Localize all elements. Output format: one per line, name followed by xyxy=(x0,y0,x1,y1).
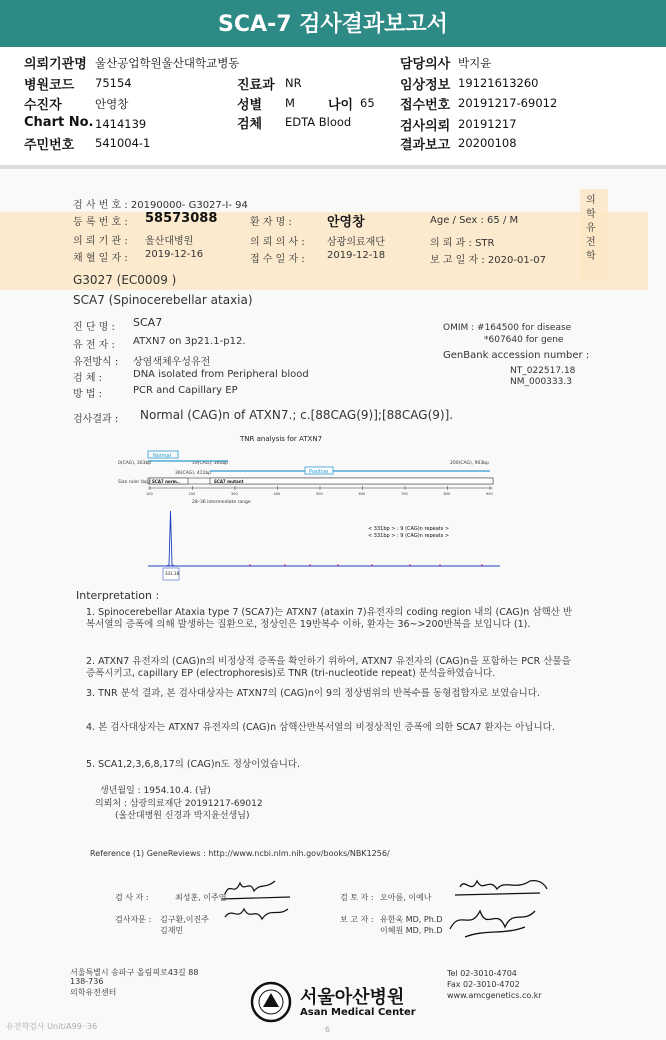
ruler-box-mutant xyxy=(210,478,493,484)
scanned-report xyxy=(0,169,666,1040)
gene: ATXN7 on 3p21.1-p12. xyxy=(133,336,246,347)
ruler-tick-label: 300 xyxy=(231,492,238,496)
interpretation-title: Interpretation : xyxy=(76,589,160,602)
ruler-tick-label: 800 xyxy=(443,492,451,496)
diag: SCA7 xyxy=(133,316,163,329)
requester-info: 의뢰처 : 삼광의료재단 20191217-69012 xyxy=(95,799,263,809)
sample-label: 검 체 : xyxy=(73,373,103,384)
interpretation-item: 1. Spinocerebellar Ataxia type 7 (SCA7)는 ATXN7 (ataxin 7)유전자의 coding region 내의 (CAG)n 삼핵산 반복서열의 증폭에 의해 발생하는 질환으로, 정상인은 19반복수 이하, 환자는 36~>200반복을 보입니다 (1). xyxy=(86,607,573,630)
interpretation-item: 5. SCA1,2,3,6,8,17의 (CAG)n도 정상이었습니다. xyxy=(86,759,301,770)
footer-code: 유전학검사 Unit/A99··36 xyxy=(6,1022,98,1031)
sex-label: 성별 xyxy=(237,98,263,113)
label-200-cag: 200(CAG), 903bp xyxy=(450,461,489,466)
reviewer-signature xyxy=(445,869,555,944)
peak-label: 331.18 xyxy=(165,571,179,576)
ruler-tick-label: 400 xyxy=(273,492,281,496)
reg-no: 58573088 xyxy=(145,211,218,226)
request-value: 20191217 xyxy=(458,117,517,131)
peak-trace xyxy=(166,511,175,566)
requester-info-2: (울산대병원 신경과 박지윤선생님) xyxy=(115,811,250,821)
ruler-tick-label: 700 xyxy=(401,492,408,496)
doctor-value: 박지윤 xyxy=(458,56,492,70)
figure-title: TNR analysis for ATXN7 xyxy=(240,435,323,443)
header-info xyxy=(0,47,666,167)
asan-logo-icon xyxy=(250,981,292,1023)
tnr-figure xyxy=(110,431,510,586)
address-3: 의학유전센터 xyxy=(70,988,117,997)
repeat-line-1: < 331bp > : 9 (CAG)n repeats > xyxy=(368,526,450,532)
ruler-tick-label: 900 xyxy=(486,492,493,496)
ruler-tick-label: 500 xyxy=(316,492,323,496)
nt-number: NT_022517.18 xyxy=(510,366,576,376)
specimen-label: 검체 xyxy=(237,117,263,132)
hospital-name-ko: 서울아산병원 xyxy=(300,987,405,1008)
req-doctor-label: 의 뢰 의 사 : xyxy=(250,237,305,248)
sex-value: M xyxy=(285,96,295,110)
request-label: 검사의뢰 xyxy=(400,119,451,134)
inherit-label: 유전방식 : xyxy=(73,357,119,368)
test-name: SCA7 (Spinocerebellar ataxia) xyxy=(73,293,253,307)
req-doctor: 삼광의료재단 xyxy=(327,237,385,248)
req-dept: 의 뢰 과 : STR xyxy=(430,238,495,249)
specimen-value: EDTA Blood xyxy=(285,115,352,129)
age-label: 나이 xyxy=(328,98,354,113)
reporter-1: 유한욱 MD, Ph.D xyxy=(380,915,443,924)
label-36-cag: 36(CAG), 411bp xyxy=(175,471,212,476)
trace-noise-mark xyxy=(439,564,441,566)
ruler-box-mutant-text: SCA7 mutant xyxy=(214,479,244,484)
tester-label: 검 사 자 : xyxy=(115,893,149,902)
trace-noise-mark xyxy=(337,564,339,566)
id-label: 주민번호 xyxy=(24,138,75,153)
collect: 2019-12-16 xyxy=(145,249,204,260)
report-title: SCA-7 검사결과보고서 xyxy=(0,0,666,47)
reviewer: 오아름, 이예나 xyxy=(380,893,432,902)
reviewer-label: 검 토 자 : xyxy=(340,893,374,902)
ruler-box-normal-text: SCA7 norm.. xyxy=(152,479,180,484)
patient-value: 안영창 xyxy=(95,97,129,111)
address-1: 서울특별시 송파구 올림픽로43길 88 xyxy=(70,968,199,977)
age-sex: Age / Sex : 65 / M xyxy=(430,215,519,226)
report-date: 보 고 일 자 : 2020-01-07 xyxy=(430,255,547,266)
sample: DNA isolated from Peripheral blood xyxy=(133,369,309,380)
institution-label: 의뢰기관명 xyxy=(24,57,87,72)
normal-label: Normal xyxy=(153,453,172,459)
fax: Fax 02-3010-4702 xyxy=(447,980,520,989)
website: www.amcgenetics.co.kr xyxy=(447,991,542,1000)
side-label: 의학유전학 xyxy=(586,195,596,262)
receipt: 2019-12-18 xyxy=(327,250,386,261)
exam-no: 검 사 번 호 : 20190000- G3027-I- 94 xyxy=(73,200,248,211)
trace-noise-mark xyxy=(284,564,286,566)
tester2b: 김재민 xyxy=(160,926,184,935)
reg-no-label: 등 록 번 호 : xyxy=(73,217,128,228)
positive-label: Positive xyxy=(309,469,329,475)
inst-label: 의 뢰 기 관 : xyxy=(73,236,128,247)
id-value: 541004-1 xyxy=(95,136,151,150)
ruler-tick-label: 100 xyxy=(146,492,153,496)
dept-value: NR xyxy=(285,76,302,90)
reg-value: 20191217-69012 xyxy=(458,96,558,110)
method: PCR and Capillary EP xyxy=(133,385,238,396)
receipt-label: 접 수 일 자 : xyxy=(250,254,305,265)
method-label: 방 법 : xyxy=(73,389,103,400)
result-value: Normal (CAG)n of ATXN7.; c.[88CAG(9)];[88CAG(9)]. xyxy=(140,408,454,422)
omim-disease: OMIM : #164500 for disease xyxy=(443,323,572,333)
patient-name-label: 환 자 명 : xyxy=(250,217,292,228)
collect-label: 채 혈 일 자 : xyxy=(73,253,128,264)
tel: Tel 02-3010-4704 xyxy=(447,969,517,978)
trace-noise-mark xyxy=(409,564,411,566)
footer-page: 6 xyxy=(325,1025,331,1034)
trace-noise-mark xyxy=(481,564,483,566)
gene-label: 유 전 자 : xyxy=(73,340,115,351)
diag-label: 진 단 명 : xyxy=(73,322,115,333)
omim-gene: *607640 for gene xyxy=(484,335,564,345)
interpretation-item: 2. ATXN7 유전자의 (CAG)n의 비정상적 증폭을 확인하기 위하여, ATXN7 유전자의 (CAG)n을 포함하는 PCR 산물을 증폭시키고, capillary EP (electrophoresis)로 TNR (tri-nucleotide repeat) 분석을하였습니다. xyxy=(86,656,571,679)
tester-signature xyxy=(220,869,300,929)
size-ruler-label: Size ruler (bp) xyxy=(118,480,150,485)
repeat-line-2: < 331bp > : 9 (CAG)n repeats > xyxy=(368,533,450,539)
label-0-cag: 0(CAG), 303bp xyxy=(118,461,152,466)
inst: 울산대병원 xyxy=(145,236,194,247)
inherit: 상염색체우성유전 xyxy=(133,357,211,368)
interpretation-item: 3. TNR 분석 결과, 본 검사대상자는 ATXN7의 (CAG)n이 9의 정상범위의 반복수를 동형접합자로 보였습니다. xyxy=(86,688,540,699)
hospital-name-en: Asan Medical Center xyxy=(300,1007,416,1018)
trace-noise-mark xyxy=(309,564,311,566)
ruler-ticks xyxy=(146,486,493,496)
genbank-label: GenBank accession number : xyxy=(443,350,590,361)
reg-label: 접수번호 xyxy=(400,98,451,113)
test-code: G3027 (EC0009 ) xyxy=(73,273,177,287)
institution-value: 울산공업학원울산대학교병동 xyxy=(95,56,240,70)
interpretation-item: 4. 본 검사대상자는 ATXN7 유전자의 (CAG)n 삼핵산반복서열의 비정상적인 증폭에 의한 SCA7 환자는 아닙니다. xyxy=(86,722,555,733)
reporter-label: 보 고 자 : xyxy=(340,915,374,924)
result-label: 검사결과 : xyxy=(73,414,119,425)
patient-name: 안영창 xyxy=(327,215,365,230)
reference: Reference (1) GeneReviews : http://www.ncbi.nlm.nih.gov/books/NBK1256/ xyxy=(90,849,390,858)
trace-noise-mark xyxy=(371,564,373,566)
age-value: 65 xyxy=(360,96,375,110)
ruler-tick-label: 200 xyxy=(188,492,196,496)
dept-label: 진료과 xyxy=(237,78,275,93)
ruler-tick-label: 600 xyxy=(358,492,366,496)
nm-number: NM_000333.3 xyxy=(510,377,572,387)
report-label: 결과보고 xyxy=(400,138,451,153)
patient-label: 수진자 xyxy=(24,98,62,113)
trace-noise-mark xyxy=(249,564,251,566)
hospital-code-label: 병원코드 xyxy=(24,78,75,93)
report-value: 20200108 xyxy=(458,136,517,150)
label-19-cag: 19(CAG), 360bp xyxy=(192,461,229,466)
tester2-label: 검사자문 : xyxy=(115,915,152,924)
tester: 최성훈, 이주연 xyxy=(175,893,227,902)
clinical-label: 임상정보 xyxy=(400,78,451,93)
reporter-2: 이혜원 MD, Ph.D xyxy=(380,926,443,935)
tester2a: 김구환,이진주 xyxy=(160,915,209,924)
intermediate-label: 28–36 intermediate range xyxy=(192,500,251,505)
birth-info: 생년월일 : 1954.10.4. (남) xyxy=(100,786,211,796)
chart-no-value: 1414139 xyxy=(95,117,147,131)
chart-no-label: Chart No. xyxy=(24,115,94,130)
doctor-label: 담당의사 xyxy=(400,57,451,72)
clinical-value: 19121613260 xyxy=(458,76,539,90)
address-2: 138-736 xyxy=(70,977,104,986)
hospital-code-value: 75154 xyxy=(95,76,132,90)
